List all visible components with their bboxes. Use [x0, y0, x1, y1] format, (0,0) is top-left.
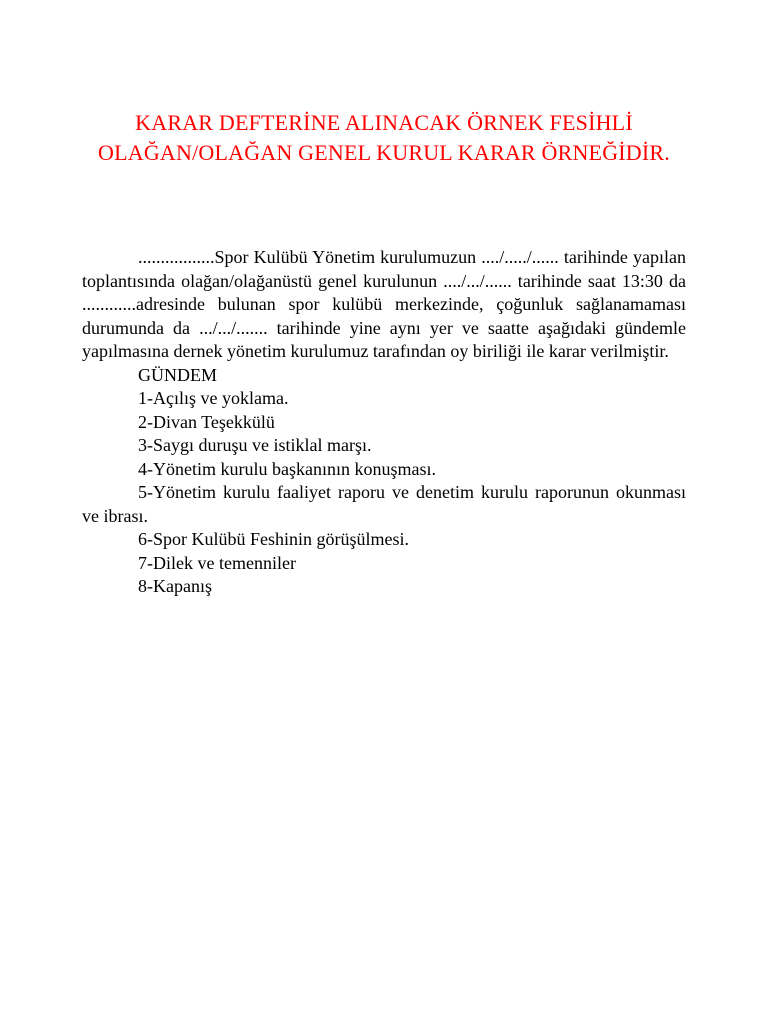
document-body: [82, 246, 686, 599]
agenda-item-2: 2-Divan Teşekkülü: [138, 411, 275, 432]
agenda-item-6: 6-Spor Kulübü Feshinin görüşülmesi.: [138, 529, 410, 549]
agenda-heading: GÜNDEM: [138, 364, 217, 385]
agenda-item-5: 5-Yönetim kurulu faaliyet raporu ve denetim kurulu raporunun okunması ve ibrası.: [82, 482, 686, 526]
agenda-item-1: 1-Açılış ve yoklama.: [138, 388, 289, 408]
document-title: KARAR DEFTERİNE ALINACAK ÖRNEK FESİHLİ OLAĞAN/OLAĞAN GENEL KURUL KARAR ÖRNEĞİDİR.: [98, 110, 670, 165]
agenda-item-7: 7-Dilek ve temenniler: [138, 552, 296, 573]
agenda-item-4: 4-Yönetim kurulu başkanının konuşması.: [138, 458, 436, 479]
agenda-item-8: 8-Kapanış: [138, 576, 212, 596]
opening-paragraph: .................Spor Kulübü Yönetim kurulumuzun ..../...../...... tarihinde yapılan toplantısında olağan/olağanüstü genel kurulunun ..../.../...... tarihinde saat 13:30 da ............adresinde bulunan spor kulübü merkezinde, çoğunluk sağlanamaması durumunda da .../.../....... tarihinde yine aynı yer ve saatte aşağıdaki gündemle yapılmasına dernek yönetim kurulumuz tarafından oy biriliği ile karar verilmiştir.: [82, 247, 686, 361]
agenda-item-3: 3-Saygı duruşu ve istiklal marşı.: [138, 435, 372, 455]
